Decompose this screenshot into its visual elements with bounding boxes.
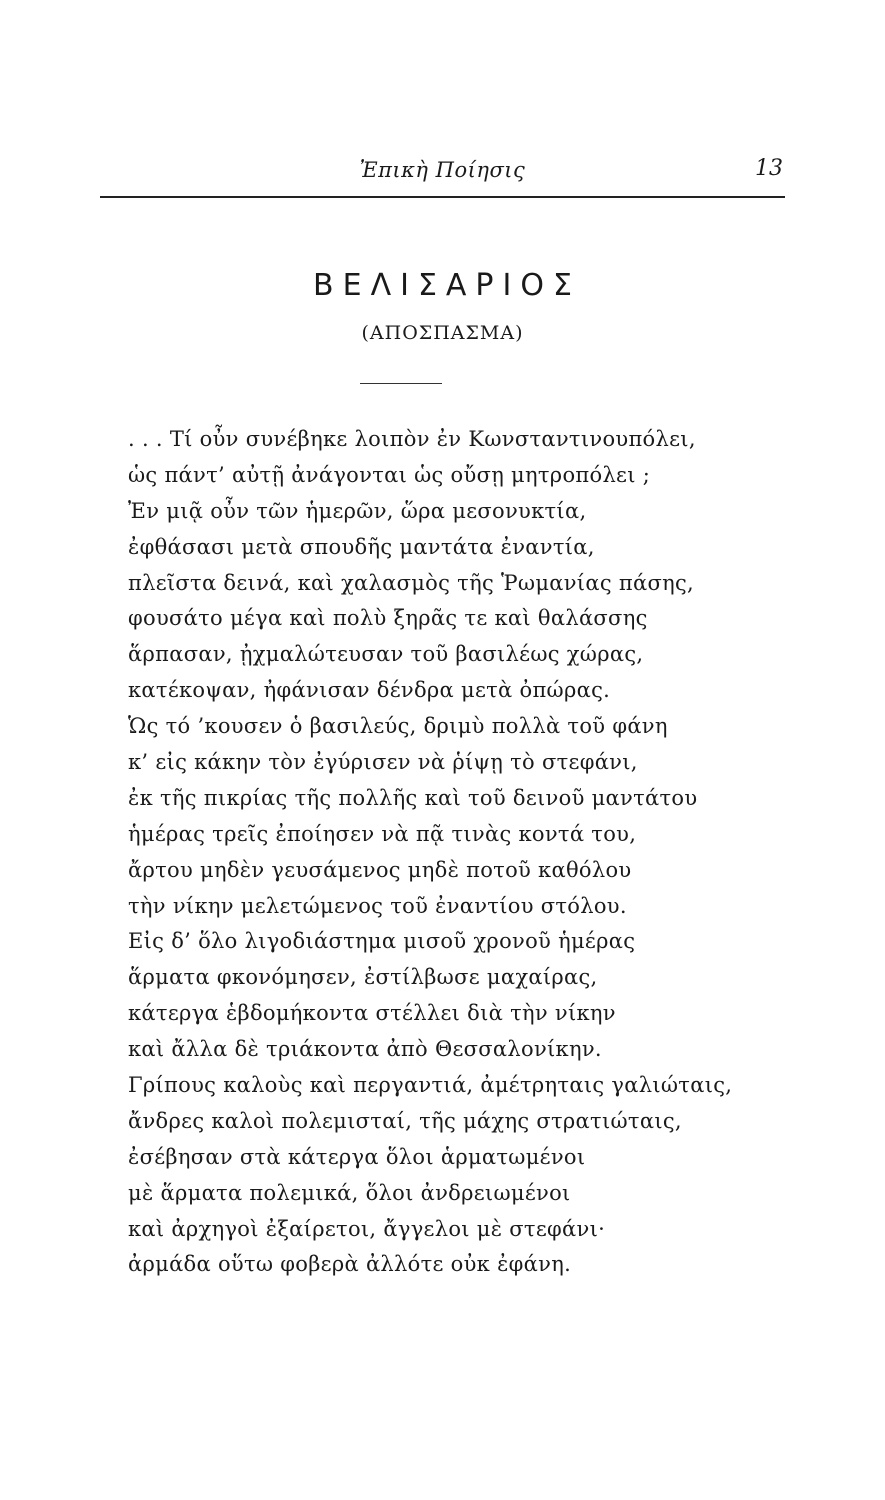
verse-line: ἀρμάδα οὕτω φοβερὰ ἀλλότε οὐκ ἐφάνη. — [128, 1252, 572, 1277]
page-number: 13 — [755, 156, 783, 181]
verse-line: καὶ ἄλλα δὲ τριάκοντα ἀπὸ Θεσσαλονίκην. — [128, 1037, 602, 1062]
verse-line: ἡμέρας τρεῖς ἐποίησεν νὰ πᾷ τινὰς κοντά του, — [128, 821, 637, 846]
poem-subtitle: (ΑΠΟΣΠΑΣΜΑ) — [361, 322, 524, 344]
verse-line: πλεῖστα δεινά, καὶ χαλασμὸς τῆς Ῥωμανίας πάσης, — [128, 570, 694, 595]
verse-line: κάτεργα ἑβδομήκοντα στέλλει διὰ τὴν νίκην — [128, 1001, 616, 1026]
verse-line: ἐσέβησαν στὰ κάτεργα ὅλοι ἁρματωμένοι — [128, 1144, 586, 1169]
poem-verses — [128, 422, 768, 1283]
verse-line: ἐφθάσασι μετὰ σπουδῆς μαντάτα ἐναντία, — [128, 534, 595, 559]
running-title: Ἐπικὴ Ποίησις — [359, 158, 526, 182]
verse-line: ὡς πάντ’ αὐτῇ ἀνάγονται ὡς οὔσῃ μητροπόλει ; — [128, 462, 651, 487]
verse-line: Ἐν μιᾷ οὖν τῶν ἡμερῶν, ὥρα μεσονυκτία, — [128, 498, 587, 523]
section-divider — [360, 383, 442, 384]
verse-line: τὴν νίκην μελετώμενος τοῦ ἐναντίου στόλου. — [128, 893, 627, 918]
verse-line: ἅρπασαν, ᾐχμαλώτευσαν τοῦ βασιλέως χώρας, — [128, 642, 644, 667]
verse-line: ἄρτου μηδὲν γευσάμενος μηδὲ ποτοῦ καθόλου — [128, 857, 632, 882]
verse-line: κ’ εἰς κάκην τὸν ἐγύρισεν νὰ ῥίψῃ τὸ στεφάνι, — [128, 750, 638, 775]
verse-line: ἄνδρες καλοὶ πολεμισταί, τῆς μάχης στρατιώταις, — [128, 1108, 682, 1133]
verse-line: . . . Τί οὖν συνέβηκε λοιπὸν ἐν Κωνσταντινουπόλει, — [128, 427, 696, 451]
verse-line: κατέκοψαν, ἠφάνισαν δένδρα μετὰ ὀπώρας. — [128, 678, 611, 703]
verse-line: μὲ ἅρματα πολεμικά, ὅλοι ἀνδρειωμένοι — [128, 1180, 571, 1205]
verse-line: Εἰς δ’ ὅλο λιγοδιάστημα μισοῦ χρονοῦ ἡμέρας — [128, 929, 636, 954]
poem-title: ΒΕΛΙΣΑΡΙΟΣ — [313, 268, 581, 303]
verse-line: ἅρματα φκονόμησεν, ἐστίλβωσε μαχαίρας, — [128, 965, 598, 990]
verse-line: ἐκ τῆς πικρίας τῆς πολλῆς καὶ τοῦ δεινοῦ μαντάτου — [128, 785, 698, 810]
verse-line: Ὡς τό ’κουσεν ὁ βασιλεύς, δριμὺ πολλὰ τοῦ φάνη — [128, 714, 668, 739]
verse-line: καὶ ἀρχηγοὶ ἐξαίρετοι, ἄγγελοι μὲ στεφάνι· — [128, 1216, 606, 1241]
running-head — [100, 150, 785, 198]
verse-line: φουσάτο μέγα καὶ πολὺ ξηρᾶς τε καὶ θαλάσσης — [128, 606, 648, 631]
verse-line: Γρίπους καλοὺς καὶ περγαντιά, ἀμέτρηταις γαλιώταις, — [128, 1073, 733, 1098]
